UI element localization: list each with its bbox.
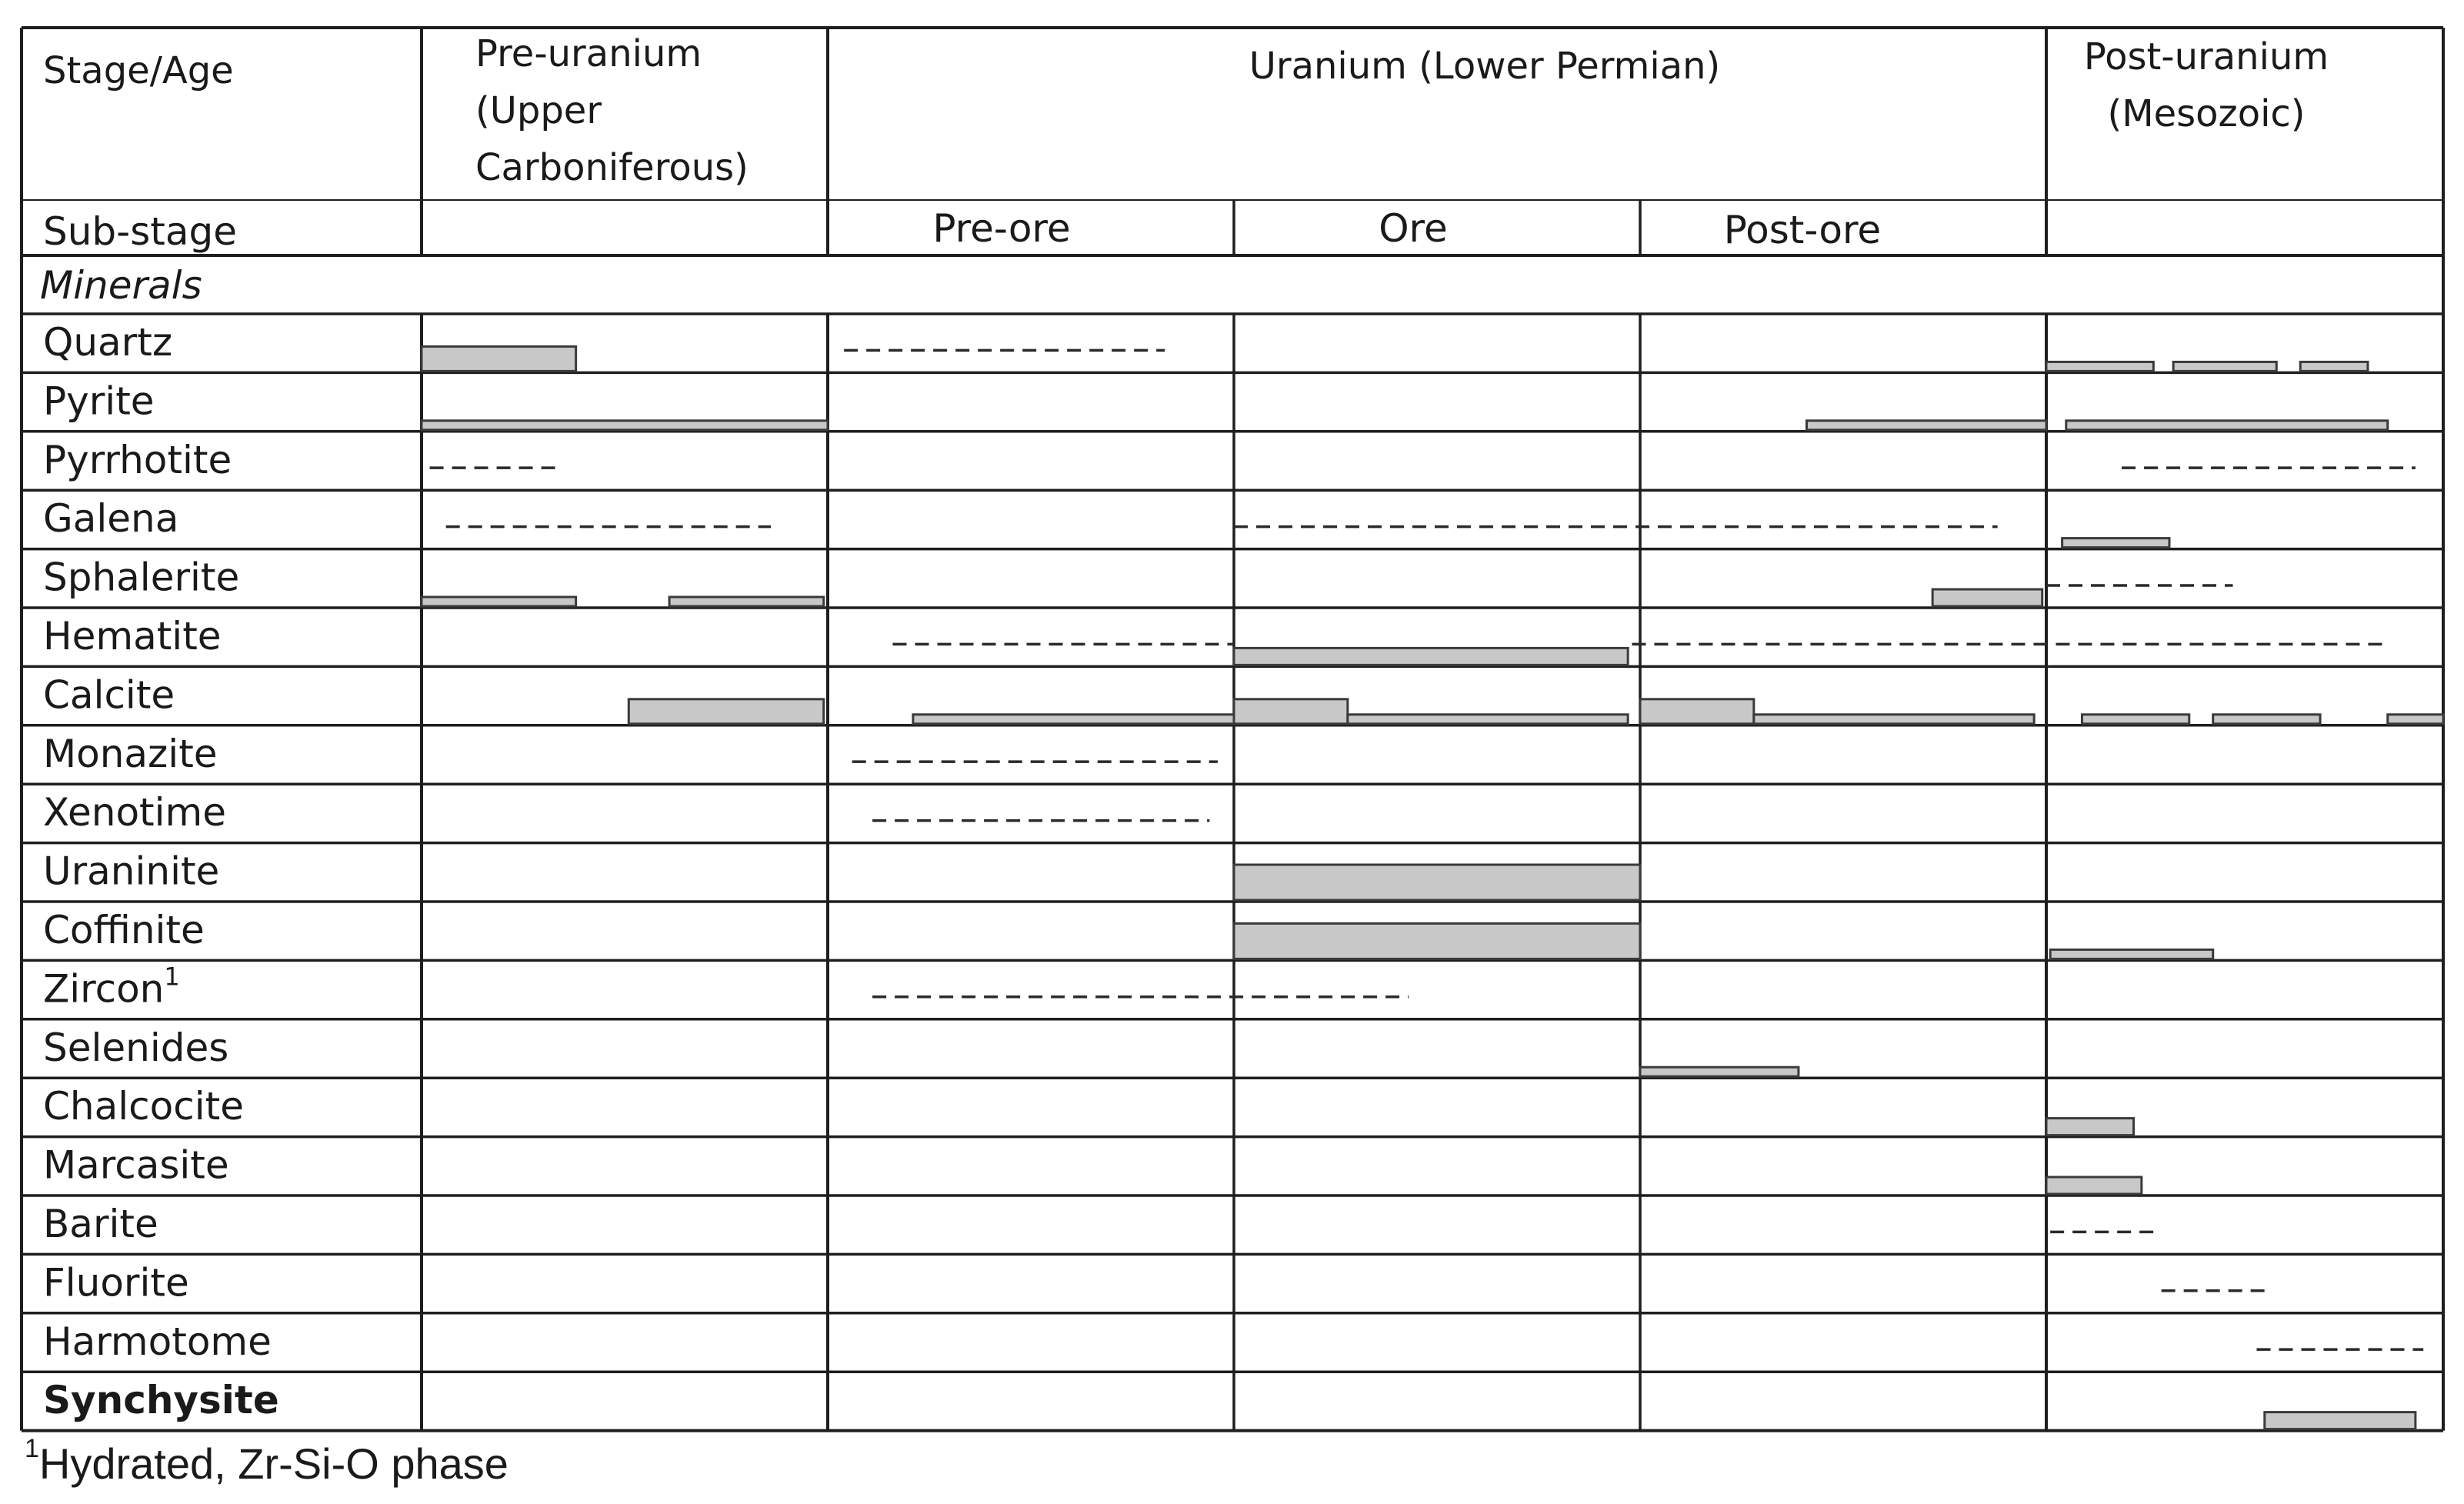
mineral-label: Galena — [43, 496, 179, 542]
mineral-label: Marcasite — [43, 1142, 229, 1188]
thin-occurrence-bar — [669, 597, 824, 606]
substage-label: Sub-stage — [43, 209, 238, 254]
mineral-label: Hematite — [43, 614, 222, 659]
mineral-label: Calcite — [43, 672, 175, 718]
mineral-label: Pyrite — [43, 379, 155, 424]
thin-occurrence-bar — [2300, 362, 2368, 371]
mineral-label: Quartz — [43, 320, 173, 365]
mineral-label: Sphalerite — [43, 555, 240, 600]
thin-occurrence-bar — [1754, 715, 2034, 724]
mineral-label: Harmotome — [43, 1319, 272, 1364]
medium-occurrence-bar — [2265, 1412, 2416, 1429]
medium-occurrence-bar — [1932, 589, 2042, 606]
footnote-marker: 1 — [25, 1434, 39, 1463]
thin-occurrence-bar — [2066, 421, 2388, 430]
uranium-stage-title: Uranium (Lower Permian) — [1249, 45, 1721, 88]
thin-occurrence-bar — [2062, 539, 2169, 548]
mineral-label: Coffinite — [43, 908, 205, 952]
occurrence-marks — [422, 346, 2443, 1429]
thin-occurrence-bar — [2050, 949, 2213, 959]
mineral-label: Fluorite — [43, 1260, 189, 1306]
stage-age-label: Stage/Age — [43, 49, 234, 92]
footnote-text: Hydrated, Zr-Si-O phase — [38, 1439, 508, 1488]
footnote — [25, 1434, 508, 1489]
post-uranium-line-1: Post-uranium — [2083, 35, 2329, 78]
thick-occurrence-bar — [1234, 699, 1348, 724]
thin-occurrence-bar — [2173, 362, 2276, 371]
medium-occurrence-bar — [2046, 1119, 2134, 1136]
pre-uranium-line-2: (Upper — [475, 89, 602, 132]
full-occurrence-bar — [1234, 923, 1640, 959]
thin-occurrence-bar — [2213, 715, 2320, 724]
thin-occurrence-bar — [2046, 362, 2153, 371]
thick-occurrence-bar — [422, 346, 576, 371]
table-grid — [22, 28, 2443, 1431]
mineral-label: Selenides — [43, 1025, 229, 1070]
thin-occurrence-bar — [2082, 715, 2189, 724]
thin-occurrence-bar — [1806, 421, 2046, 430]
thick-occurrence-bar — [629, 699, 823, 724]
pre-uranium-line-3: Carboniferous) — [475, 146, 749, 189]
mineral-label: Zircon$^1$ — [43, 962, 180, 1012]
substage-post-ore: Post-ore — [1723, 208, 1882, 252]
full-occurrence-bar — [1234, 865, 1640, 900]
mineral-label: Pyrrhotite — [43, 437, 232, 482]
mineral-label: Xenotime — [43, 790, 227, 835]
post-uranium-line-2: (Mesozoic) — [2107, 92, 2306, 135]
thin-occurrence-bar — [2388, 715, 2443, 724]
substage-ore: Ore — [1379, 206, 1448, 251]
thin-occurrence-bar — [422, 597, 576, 606]
thick-occurrence-bar — [1640, 699, 1754, 724]
substage-pre-ore: Pre-ore — [932, 206, 1071, 251]
mineral-label: Monazite — [43, 731, 218, 776]
thin-occurrence-bar — [913, 715, 1234, 724]
thin-occurrence-bar — [1640, 1067, 1799, 1076]
footnote-superscript: 1 — [164, 962, 180, 992]
thin-occurrence-bar — [1348, 715, 1628, 724]
pre-uranium-line-1: Pre-uranium — [475, 32, 702, 75]
mineral-label: Barite — [43, 1202, 158, 1246]
minerals-section-label: Minerals — [40, 263, 202, 308]
mineral-label: Chalcocite — [43, 1084, 244, 1129]
medium-occurrence-bar — [1234, 648, 1628, 665]
thin-occurrence-bar — [422, 421, 828, 430]
medium-occurrence-bar — [2046, 1177, 2142, 1194]
mineral-labels — [43, 320, 279, 1422]
mineral-label: Synchysite — [43, 1378, 279, 1423]
mineral-label: Uraninite — [43, 849, 220, 894]
